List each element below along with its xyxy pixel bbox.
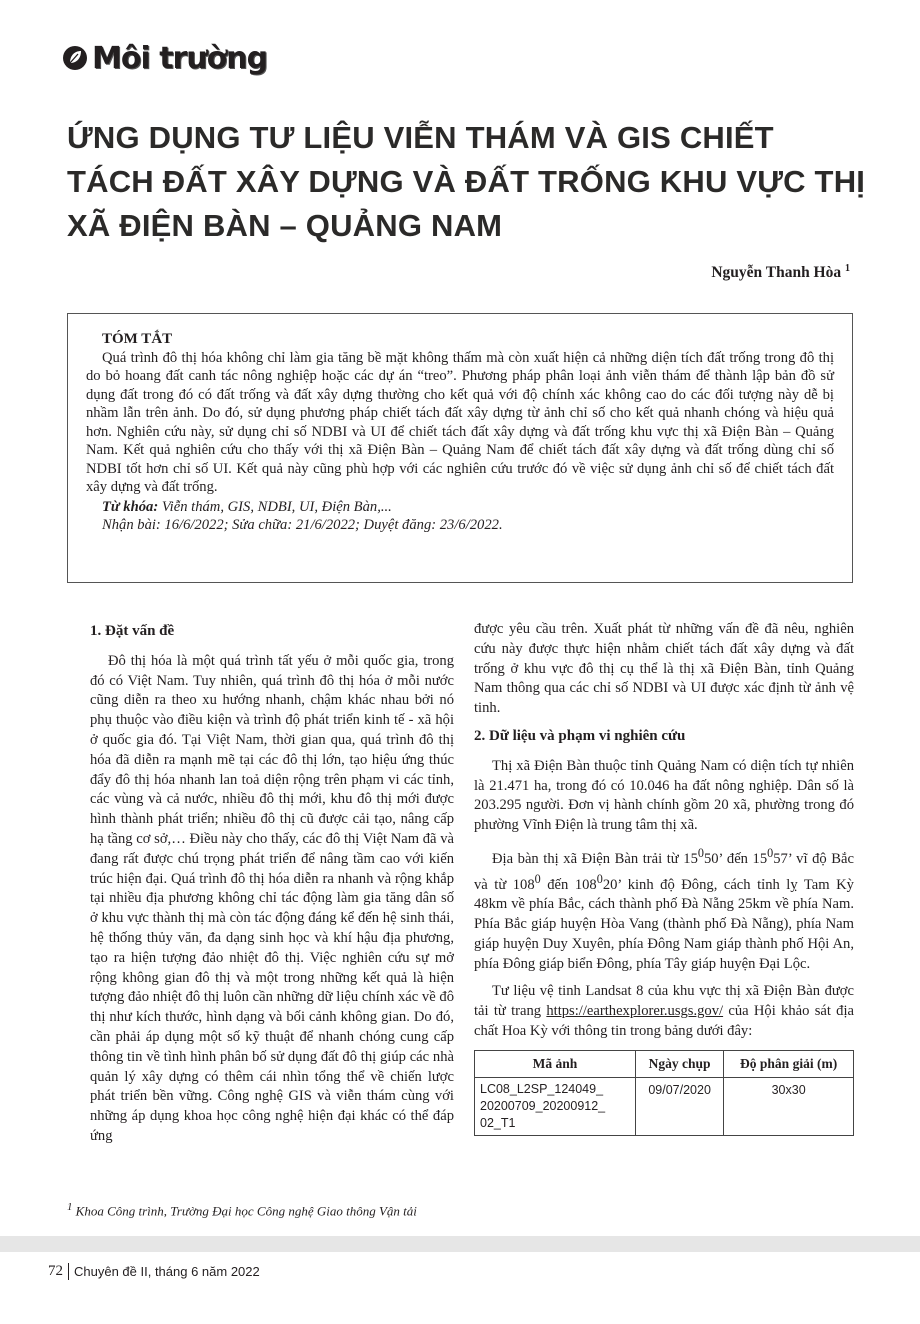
abstract-heading: TÓM TẮT — [102, 331, 173, 347]
abstract-box — [67, 313, 853, 583]
landsat-table — [474, 1050, 854, 1136]
keywords-value: Viễn thám, GIS, NDBI, UI, Điện Bàn,... — [161, 498, 392, 515]
section-1-paragraph: Đô thị hóa là một quá trình tất yếu ở mỗi quốc gia, trong đó có Việt Nam. Tuy nhiên, quá trình đô thị hóa ở mỗi nước cũng diễn ra theo xu hướng nhanh, chậm khác nhau bởi nó phụ thuộc vào điều kiện và trình độ phát triển kinh tế - xã hội ở quốc gia đó. Tại Việt Nam, thời gian qua, quá trình đô thị hóa đã diễn ra mạnh mẽ tại các đô thị lớn, tạo hiệu ứng thúc đẩy đô thị hóa nhanh lan toả diện rộng trên phạm vi các tỉnh, các vùng và cả nước, nhiều đô thị mới, khu đô thị mới được hình thành phát triển; nhiều đô thị cũ được cải tạo, nâng cấp hạ tầng cơ sở,… Điều này cho thấy, các đô thị Việt Nam đã và đang rất được chú trọng phát triển để nâng tầm cao với kiến trúc hiện đại. Quá trình đô thị hóa diễn ra nhanh và rộng khắp tại nhiều địa phương không chỉ tác động làm gia tăng dân số ở khu vực thành thị mà còn tác động đáng kể đến hệ sinh thái, hệ thống thủy văn, đa dạng sinh học và khí hậu địa phương, tạo ra hiện tượng đảo nhiệt đô thị. Việc nghiên cứu sự mở rộng không gian đô thị và một trong những kết quả là hiện tượng đảo nhiệt đô thị luôn cần những dữ liệu chính xác về đô thị như kích thước, hình dạng và bối cảnh không gian. Do đó, cần phải áp dụng một số kỹ thuật để nhanh chóng cung cấp thông tin về tình hình phân bố sử dụng đất đô thị giúp các nhà quản lý xây dựng có thêm cái nhìn tổng thể về chiến lược phát triển bền vững. Công nghệ GIS và viễn thám cùng với những áp dụng khoa học công nghệ hiện đại khác có thể đáp ứng — [90, 652, 454, 1144]
footnote-mark: 1 — [67, 1201, 73, 1213]
footer-band — [0, 1236, 920, 1252]
page-footer — [48, 1259, 260, 1283]
left-column — [90, 620, 454, 1155]
p3-part-a: Tư liệu vệ tinh Landsat 8 của khu vực thị xã Điện Bàn được tải từ trang — [474, 983, 854, 1020]
p3-part-b: của Hội khảo sát địa chất Hoa Kỳ với thông tin trong bảng dưới đây: — [474, 1003, 855, 1040]
section-2-paragraph-1: Thị xã Điện Bàn thuộc tỉnh Quảng Nam có diện tích tự nhiên là 21.471 ha, trong đó có 10.046 ha đất nông nghiệp. Dân số là 203.295 người. Đơn vị hành chính gồm 20 xã, phường trong đó phường Vĩnh Điện là trung tâm thị xã. — [474, 757, 854, 834]
article-title: ỨNG DỤNG TƯ LIỆU VIỄN THÁM VÀ GIS CHIẾT TÁCH ĐẤT XÂY DỰNG VÀ ĐẤT TRỐNG KHU VỰC THỊ XÃ ĐIỆN BÀN – QUẢNG NAM — [67, 120, 866, 243]
abstract-body: Quá trình đô thị hóa không chỉ làm gia tăng bề mặt không thấm mà còn xuất hiện cả những diện tích đất trống trong đô thị do bỏ hoang đất canh tác nông nghiệp hoặc các dự án “treo”. Phương pháp phân loại ảnh viễn thám để thành lập bản đồ sử dụng đất trong đó có đất trống và đất xây dựng thường cho kết quả với độ chính xác không cao do các đối tượng này dễ bị nhầm lẫn trên ảnh. Do đó, sử dụng phương pháp chiết tách đất xây dựng từ ảnh chỉ số cho kết quả nhanh chóng và hiệu quả hơn. Nghiên cứu này, sử dụng chỉ số NDBI và UI để chiết tách đất xây dựng và đất trống khu vực thị xã Điện Bàn – Quảng Nam. Kết quả nghiên cứu cho thấy với thị xã Điện Bàn – Quảng Nam để chiết tách đất xây dựng và đất trống dùng chỉ số NDBI tốt hơn chỉ số UI. Kết quả này cũng phù hợp với các nghiên cứu trước đó về việc sử dụng ảnh chỉ số để chiết tách đất xây dựng và đất trống. — [86, 349, 834, 495]
table-cell-resolution: 30x30 — [724, 1077, 854, 1135]
table-cell-image-id: LC08_L2SP_124049_ 20200709_20200912_ 02_T1 — [475, 1077, 636, 1135]
earthexplorer-link[interactable]: https://earthexplorer.usgs.gov/ — [546, 1003, 724, 1020]
section-2-paragraph-2 — [474, 844, 854, 975]
section-header — [62, 38, 267, 78]
right-column — [474, 620, 854, 1136]
table-header-cell: Ngày chụp — [636, 1050, 724, 1077]
keywords-label: Từ khóa: — [102, 498, 159, 515]
author-text: Nguyễn Thanh Hòa — [711, 264, 842, 282]
degree-mark-2: 0 — [767, 845, 774, 860]
page-number: 72 — [48, 1263, 69, 1280]
table-cell-date: 09/07/2020 — [636, 1077, 724, 1135]
author-name — [711, 263, 850, 282]
section-2-paragraph-3 — [474, 982, 854, 1041]
keywords-line — [102, 498, 834, 517]
p2-part-d: 20’ kinh độ Đông, cách tỉnh lỵ Tam Kỳ 48km về phía Bắc, cách thành phố Đà Nẵng 25km về phía Nam. Phía Bắc giáp huyện Hòa Vang (thành phố Đà Nẵng), phía Nam giáp huyện Duy Xuyên, phía Đông Nam giáp thành phố Hội An, phía Đông giáp biển Đông, phía Tây giáp huyện Đại Lộc. — [474, 876, 854, 972]
author-footnote-mark: 1 — [845, 263, 850, 274]
degree-mark-4: 0 — [596, 871, 603, 886]
p2-part-a: Địa bàn thị xã Điện Bàn trải từ 15 — [492, 850, 698, 867]
p2-part-e: đến 108 — [540, 876, 597, 893]
table-row — [475, 1077, 854, 1135]
degree-mark-1: 0 — [697, 845, 704, 860]
leaf-icon — [62, 45, 88, 71]
table-header-cell: Mã ảnh — [475, 1050, 636, 1077]
table-header-cell: Độ phân giải (m) — [724, 1050, 854, 1077]
section-title: Môi trường — [92, 40, 268, 76]
continuation-paragraph: được yêu cầu trên. Xuất phát từ những vấn đề đã nêu, nghiên cứu này được thực hiện nhằm chiết tách đất xây dựng và đất trống ở khu vực đô thị cụ thể là thị xã Điện Bàn, tỉnh Quảng Nam thông qua các chỉ số NDBI và UI được xác định từ ảnh vệ tinh. — [474, 621, 854, 717]
section-2-heading: 2. Dữ liệu và phạm vi nghiên cứu — [474, 727, 686, 744]
p2-part-b: 50’ đến 15 — [703, 850, 768, 867]
table-header-row — [475, 1050, 854, 1077]
issue-label: Chuyên đề II, tháng 6 năm 2022 — [74, 1263, 260, 1279]
footnote-text: Khoa Công trình, Trường Đại học Công nghệ Giao thông Vận tải — [72, 1203, 417, 1219]
degree-mark-3: 0 — [534, 871, 541, 886]
dates-line: Nhận bài: 16/6/2022; Sửa chữa: 21/6/2022; Duyệt đăng: 23/6/2022. — [102, 517, 503, 533]
section-1-heading: 1. Đặt vấn đề — [90, 623, 175, 639]
footnote — [67, 1201, 417, 1219]
p2-part-c: 57’ vĩ độ Bắc và từ 108 — [474, 850, 854, 893]
